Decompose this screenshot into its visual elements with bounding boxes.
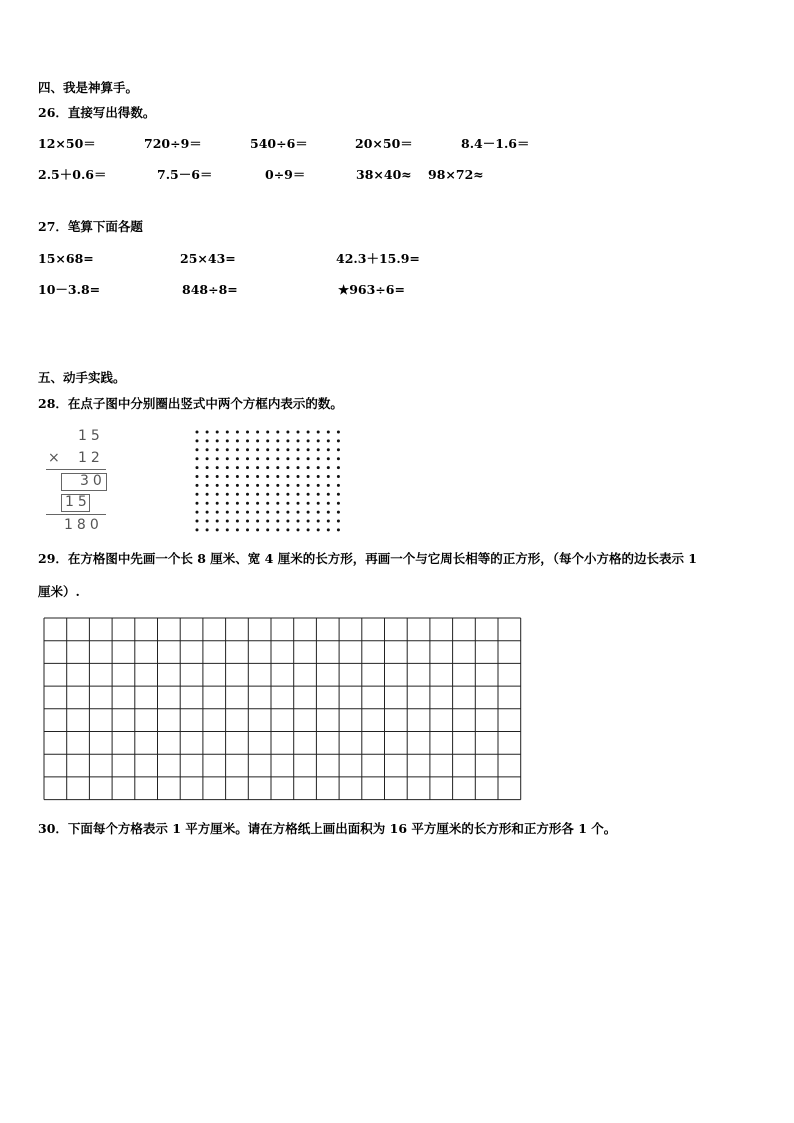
grid-dot[interactable] <box>317 457 320 460</box>
grid-dot[interactable] <box>286 439 289 442</box>
question-27-title: 27．笔算下面各题 <box>38 219 143 234</box>
grid-dot[interactable] <box>196 511 199 514</box>
grid-dot[interactable] <box>297 475 300 478</box>
grid-dot[interactable] <box>226 439 229 442</box>
grid-dot[interactable] <box>206 502 209 505</box>
grid-dot[interactable] <box>196 520 199 523</box>
grid-dot[interactable] <box>327 528 330 531</box>
grid-dot[interactable] <box>327 520 330 523</box>
grid-dot[interactable] <box>337 528 340 531</box>
grid-dot[interactable] <box>196 439 199 442</box>
grid-dot[interactable] <box>246 502 249 505</box>
grid-dot[interactable] <box>307 457 310 460</box>
q27-item-4: 10－3.8= <box>38 282 101 297</box>
grid-dot[interactable] <box>337 475 340 478</box>
grid-dot[interactable] <box>206 431 209 434</box>
grid-dot[interactable] <box>286 448 289 451</box>
dot-grid[interactable] <box>192 428 342 538</box>
grid-dot[interactable] <box>327 475 330 478</box>
grid-dot[interactable] <box>276 502 279 505</box>
grid-dot[interactable] <box>266 502 269 505</box>
grid-dot[interactable] <box>246 520 249 523</box>
grid-dot[interactable] <box>337 511 340 514</box>
grid-dot[interactable] <box>216 448 219 451</box>
grid-dot[interactable] <box>196 475 199 478</box>
grid-dot[interactable] <box>236 431 239 434</box>
grid-dot[interactable] <box>236 439 239 442</box>
grid-dot[interactable] <box>317 439 320 442</box>
grid-dot[interactable] <box>256 457 259 460</box>
grid-dot[interactable] <box>317 448 320 451</box>
grid-dot[interactable] <box>206 493 209 496</box>
partial-product-2: 15 <box>65 494 91 510</box>
grid-dot[interactable] <box>226 448 229 451</box>
grid-dot[interactable] <box>307 466 310 469</box>
grid-dot[interactable] <box>226 431 229 434</box>
grid-dot[interactable] <box>256 484 259 487</box>
grid-dot[interactable] <box>216 520 219 523</box>
grid-dot[interactable] <box>236 475 239 478</box>
partial-product-1: 30 <box>80 473 106 489</box>
grid-dot[interactable] <box>307 528 310 531</box>
grid-dot[interactable] <box>317 528 320 531</box>
grid-dot[interactable] <box>286 466 289 469</box>
multiplier: 12 <box>78 450 104 466</box>
grid-dot[interactable] <box>266 439 269 442</box>
grid-dot[interactable] <box>196 457 199 460</box>
grid-dot[interactable] <box>307 511 310 514</box>
square-grid[interactable] <box>43 617 525 805</box>
grid-dot[interactable] <box>286 502 289 505</box>
question-29-title-line-2: 厘米）. <box>38 584 80 599</box>
grid-dot[interactable] <box>297 528 300 531</box>
grid-dot[interactable] <box>206 511 209 514</box>
grid-dot[interactable] <box>337 448 340 451</box>
product-line <box>46 469 106 470</box>
q26-item-2: 720÷9＝ <box>144 136 202 151</box>
grid-dot[interactable] <box>266 431 269 434</box>
grid-dot[interactable] <box>206 475 209 478</box>
grid-dot[interactable] <box>246 484 249 487</box>
grid-dot[interactable] <box>266 448 269 451</box>
grid-dot[interactable] <box>297 466 300 469</box>
grid-dot[interactable] <box>216 466 219 469</box>
grid-dot[interactable] <box>246 439 249 442</box>
grid-dot[interactable] <box>276 466 279 469</box>
grid-dot[interactable] <box>286 493 289 496</box>
grid-dot[interactable] <box>216 457 219 460</box>
q27-item-5: 848÷8= <box>182 282 238 297</box>
grid-dot[interactable] <box>256 448 259 451</box>
grid-dot[interactable] <box>236 448 239 451</box>
grid-dot[interactable] <box>226 502 229 505</box>
grid-dot[interactable] <box>317 511 320 514</box>
grid-dot[interactable] <box>276 520 279 523</box>
grid-dot[interactable] <box>337 484 340 487</box>
grid-dot[interactable] <box>276 511 279 514</box>
grid-dot[interactable] <box>317 431 320 434</box>
grid-dot[interactable] <box>246 493 249 496</box>
grid-dot[interactable] <box>266 493 269 496</box>
q26-item-8: 0÷9＝ <box>265 167 306 182</box>
question-26-title: 26．直接写出得数。 <box>38 105 156 120</box>
grid-dot[interactable] <box>297 484 300 487</box>
grid-dot[interactable] <box>297 448 300 451</box>
grid-dot[interactable] <box>307 493 310 496</box>
grid-dot[interactable] <box>286 528 289 531</box>
section-four-heading: 四、我是神算手。 <box>38 80 139 95</box>
grid-dot[interactable] <box>226 528 229 531</box>
grid-dot[interactable] <box>276 457 279 460</box>
grid-dot[interactable] <box>297 520 300 523</box>
grid-dot[interactable] <box>317 466 320 469</box>
grid-dot[interactable] <box>327 484 330 487</box>
grid-dot[interactable] <box>266 457 269 460</box>
grid-dot[interactable] <box>216 511 219 514</box>
grid-dot[interactable] <box>327 493 330 496</box>
grid-dot[interactable] <box>276 439 279 442</box>
section-five-heading: 五、动手实践。 <box>38 370 126 385</box>
grid-dot[interactable] <box>246 511 249 514</box>
grid-dot[interactable] <box>206 448 209 451</box>
grid-dot[interactable] <box>266 511 269 514</box>
product-result: 180 <box>64 517 103 533</box>
sum-line <box>46 514 106 515</box>
grid-dot[interactable] <box>216 502 219 505</box>
q26-item-7: 7.5－6＝ <box>157 167 213 182</box>
grid-dot[interactable] <box>337 502 340 505</box>
grid-dot[interactable] <box>327 511 330 514</box>
grid-dot[interactable] <box>206 484 209 487</box>
grid-dot[interactable] <box>256 493 259 496</box>
grid-dot[interactable] <box>276 431 279 434</box>
grid-dot[interactable] <box>286 457 289 460</box>
grid-dot[interactable] <box>246 431 249 434</box>
grid-dot[interactable] <box>236 528 239 531</box>
q26-item-4: 20×50＝ <box>355 136 413 151</box>
q27-item-1: 15×68= <box>38 251 94 266</box>
grid-dot[interactable] <box>327 448 330 451</box>
q26-item-6: 2.5＋0.6＝ <box>38 167 107 182</box>
grid-dot[interactable] <box>286 484 289 487</box>
grid-dot[interactable] <box>256 502 259 505</box>
grid-dot[interactable] <box>216 493 219 496</box>
grid-dot[interactable] <box>216 431 219 434</box>
q27-item-3: 42.3＋15.9= <box>336 251 420 266</box>
times-sign: × <box>48 450 64 466</box>
grid-dot[interactable] <box>246 475 249 478</box>
grid-dot[interactable] <box>276 493 279 496</box>
grid-dot[interactable] <box>216 484 219 487</box>
grid-dot[interactable] <box>236 511 239 514</box>
vertical-multiplication <box>44 428 110 538</box>
grid-dot[interactable] <box>196 502 199 505</box>
q26-item-3: 540÷6＝ <box>250 136 308 151</box>
grid-dot[interactable] <box>266 484 269 487</box>
grid-dot[interactable] <box>337 431 340 434</box>
q27-item-6: ★963÷6= <box>338 282 405 297</box>
grid-dot[interactable] <box>256 520 259 523</box>
grid-dot[interactable] <box>256 439 259 442</box>
grid-dot[interactable] <box>327 466 330 469</box>
grid-dot[interactable] <box>317 484 320 487</box>
grid-dot[interactable] <box>246 528 249 531</box>
grid-dot[interactable] <box>216 475 219 478</box>
question-30-title: 30．下面每个方格表示 1 平方厘米。请在方格纸上画出面积为 16 平方厘米的长方形和正方形各 1 个。 <box>38 821 617 836</box>
q26-item-9: 38×40≈ <box>356 167 412 182</box>
grid-dot[interactable] <box>206 466 209 469</box>
grid-dot[interactable] <box>266 466 269 469</box>
question-28-title: 28．在点子图中分别圈出竖式中两个方框内表示的数。 <box>38 396 343 411</box>
grid-dot[interactable] <box>226 493 229 496</box>
grid-dot[interactable] <box>196 493 199 496</box>
grid-dot[interactable] <box>327 457 330 460</box>
grid-dot[interactable] <box>226 475 229 478</box>
grid-dot[interactable] <box>297 511 300 514</box>
grid-dot[interactable] <box>317 520 320 523</box>
grid-dot[interactable] <box>337 520 340 523</box>
grid-dot[interactable] <box>337 439 340 442</box>
grid-dot[interactable] <box>286 475 289 478</box>
grid-dot[interactable] <box>286 520 289 523</box>
q26-item-10: 98×72≈ <box>428 167 484 182</box>
multiplicand: 15 <box>78 428 104 444</box>
grid-dot[interactable] <box>266 520 269 523</box>
grid-dot[interactable] <box>297 493 300 496</box>
grid-dot[interactable] <box>327 502 330 505</box>
grid-dot[interactable] <box>307 475 310 478</box>
grid-dot[interactable] <box>196 431 199 434</box>
grid-dot[interactable] <box>206 528 209 531</box>
q26-item-5: 8.4－1.6＝ <box>461 136 530 151</box>
grid-dot[interactable] <box>266 475 269 478</box>
grid-dot[interactable] <box>206 439 209 442</box>
grid-dot[interactable] <box>317 475 320 478</box>
grid-dot[interactable] <box>226 520 229 523</box>
grid-dot[interactable] <box>226 466 229 469</box>
grid-dot[interactable] <box>337 466 340 469</box>
grid-dot[interactable] <box>196 528 199 531</box>
grid-dot[interactable] <box>266 528 269 531</box>
grid-dot[interactable] <box>327 431 330 434</box>
grid-dot[interactable] <box>286 431 289 434</box>
grid-dot[interactable] <box>297 457 300 460</box>
grid-dot[interactable] <box>216 439 219 442</box>
grid-dot[interactable] <box>276 484 279 487</box>
grid-dot[interactable] <box>246 466 249 469</box>
grid-dot[interactable] <box>226 484 229 487</box>
grid-dot[interactable] <box>307 439 310 442</box>
grid-dot[interactable] <box>317 502 320 505</box>
grid-dot[interactable] <box>327 439 330 442</box>
grid-dot[interactable] <box>196 448 199 451</box>
grid-dot[interactable] <box>216 528 219 531</box>
grid-dot[interactable] <box>276 528 279 531</box>
grid-dot[interactable] <box>206 520 209 523</box>
grid-dot[interactable] <box>276 475 279 478</box>
grid-dot[interactable] <box>226 511 229 514</box>
grid-dot[interactable] <box>196 484 199 487</box>
grid-dot[interactable] <box>337 457 340 460</box>
q26-item-1: 12×50＝ <box>38 136 96 151</box>
grid-dot[interactable] <box>236 520 239 523</box>
grid-dot[interactable] <box>236 484 239 487</box>
grid-dot[interactable] <box>307 484 310 487</box>
grid-dot[interactable] <box>307 520 310 523</box>
grid-dot[interactable] <box>236 502 239 505</box>
grid-dot[interactable] <box>297 439 300 442</box>
grid-dot[interactable] <box>236 493 239 496</box>
grid-dot[interactable] <box>256 431 259 434</box>
grid-dot[interactable] <box>256 475 259 478</box>
grid-dot[interactable] <box>317 493 320 496</box>
grid-dot[interactable] <box>297 431 300 434</box>
grid-dot[interactable] <box>307 448 310 451</box>
grid-dot[interactable] <box>246 457 249 460</box>
question-29-title-line-1: 29．在方格图中先画一个长 8 厘米、宽 4 厘米的长方形，再画一个与它周长相等的正方形，（每个小方格的边长表示 1 <box>38 551 697 566</box>
grid-dot[interactable] <box>297 502 300 505</box>
grid-dot[interactable] <box>286 511 289 514</box>
grid-dot[interactable] <box>236 466 239 469</box>
grid-dot[interactable] <box>307 502 310 505</box>
grid-dot[interactable] <box>276 448 279 451</box>
grid-dot[interactable] <box>256 511 259 514</box>
grid-dot[interactable] <box>246 448 249 451</box>
grid-dot[interactable] <box>307 431 310 434</box>
grid-dot[interactable] <box>256 528 259 531</box>
grid-dot[interactable] <box>256 466 259 469</box>
grid-dot[interactable] <box>206 457 209 460</box>
grid-dot[interactable] <box>236 457 239 460</box>
q27-item-2: 25×43= <box>180 251 236 266</box>
grid-dot[interactable] <box>196 466 199 469</box>
grid-dot[interactable] <box>337 493 340 496</box>
grid-dot[interactable] <box>226 457 229 460</box>
